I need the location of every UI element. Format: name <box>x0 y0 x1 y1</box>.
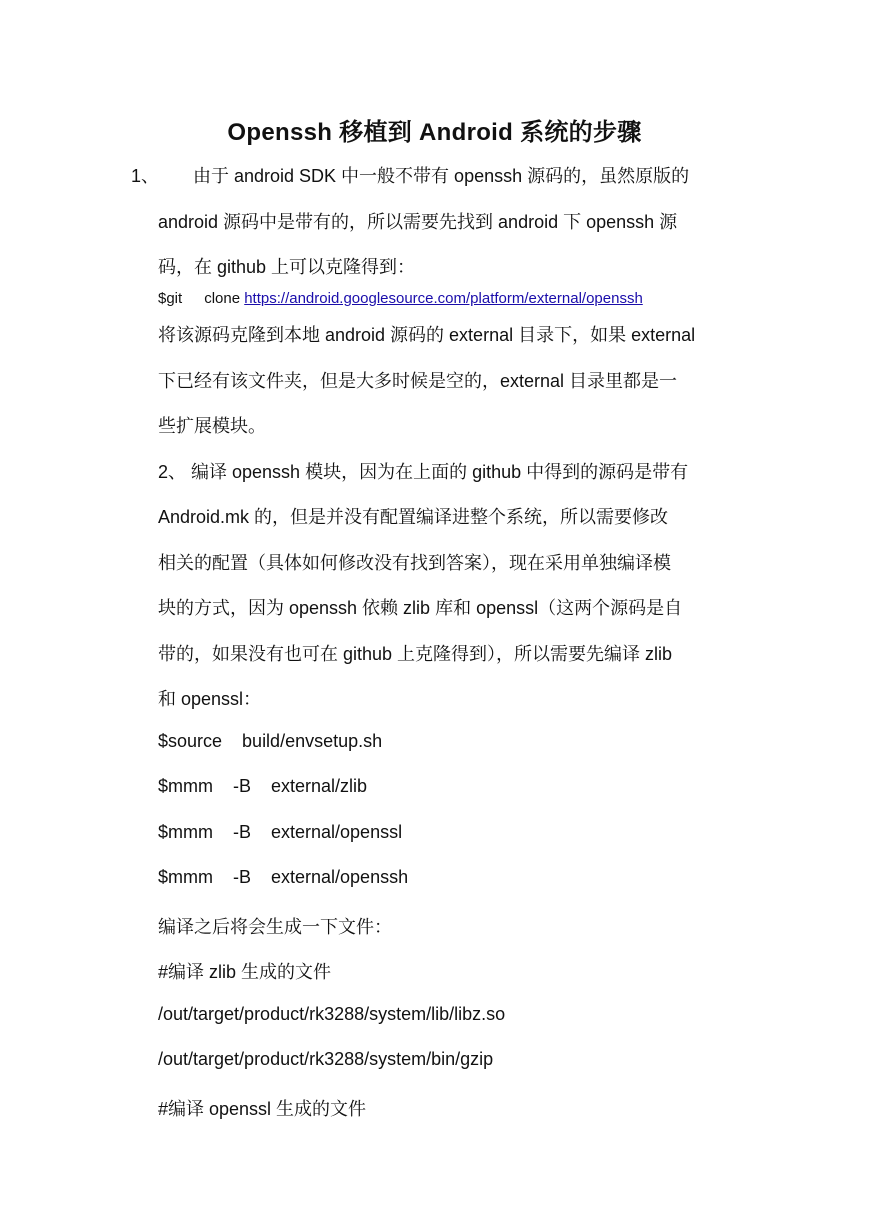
section-1-number: 1、 <box>131 166 160 186</box>
paragraph-line: 些扩展模块。 <box>158 416 266 436</box>
file-path: /out/target/product/rk3288/system/bin/gzip <box>158 1049 494 1069</box>
file-path: /out/target/product/rk3288/system/lib/libz.so <box>158 1004 506 1024</box>
paragraph-line: 将该源码克隆到本地 android 源码的 external 目录下，如果 external <box>158 325 696 345</box>
command-line: $mmm -B external/zlib <box>158 776 368 796</box>
git-command: $git <box>158 290 183 307</box>
command-line: $source build/envsetup.sh <box>158 731 383 751</box>
paragraph-line: 相关的配置（具体如何修改没有找到答案），现在采用单独编译模 <box>158 553 671 573</box>
paragraph-line: 带的，如果没有也可在 github 上克隆得到），所以需要先编译 zlib <box>158 644 673 664</box>
paragraph-line: 由于 android SDK 中一般不带有 openssh 源码的，虽然原版的 <box>193 166 690 186</box>
paragraph-line: 和 openssl： <box>158 689 262 709</box>
git-clone-command <box>158 290 643 307</box>
command-line: $mmm -B external/openssl <box>158 822 403 842</box>
document-title: Openssh 移植到 Android 系统的步骤 <box>227 119 642 146</box>
output-intro: 编译之后将会生成一下文件： <box>158 917 392 937</box>
paragraph-line: 码，在 github 上可以克隆得到： <box>158 257 416 277</box>
openssh-repo-link[interactable]: https://android.googlesource.com/platform/external/openssh <box>244 290 643 307</box>
zlib-comment: #编译 zlib 生成的文件 <box>158 962 332 982</box>
paragraph-line: 2、 编译 openssh 模块，因为在上面的 github 中得到的源码是带有 <box>158 462 689 482</box>
git-clone-word: clone <box>204 290 241 307</box>
paragraph-line: 块的方式，因为 openssh 依赖 zlib 库和 openssl（这两个源码是自 <box>158 598 683 618</box>
command-line: $mmm -B external/openssh <box>158 867 409 887</box>
paragraph-line: Android.mk 的，但是并没有配置编译进整个系统，所以需要修改 <box>158 507 669 527</box>
openssl-comment: #编译 openssl 生成的文件 <box>158 1099 367 1119</box>
paragraph-line: android 源码中是带有的，所以需要先找到 android 下 openssh 源 <box>158 212 678 232</box>
paragraph-line: 下已经有该文件夹，但是大多时候是空的，external 目录里都是一 <box>158 371 678 391</box>
